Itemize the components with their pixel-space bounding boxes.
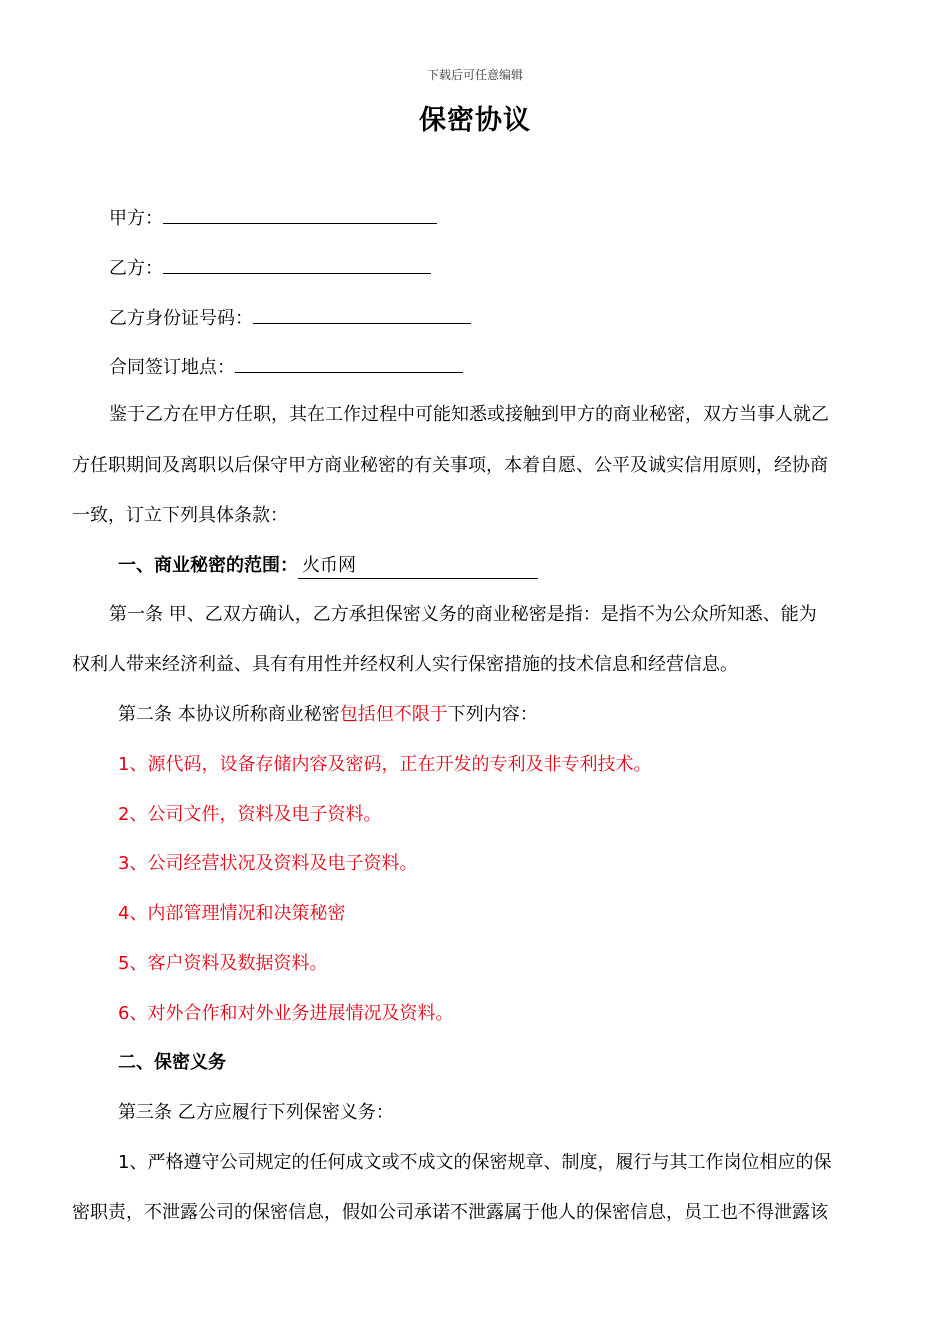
article-1-line-1: 第一条 甲、乙双方确认，乙方承担保密义务的商业秘密是指：是指不为公众所知悉、能为 <box>109 604 817 625</box>
id-number-field <box>109 304 471 331</box>
list-item: 5、客户资料及数据资料。 <box>118 953 328 974</box>
article-3-intro: 第三条 乙方应履行下列保密义务： <box>118 1102 394 1123</box>
preamble-line-3: 一致，订立下列具体条款： <box>72 505 288 526</box>
article-1-line-2: 权利人带来经济利益、具有有用性并经权利人实行保密措施的技术信息和经营信息。 <box>72 654 738 675</box>
list-item: 2、公司文件，资料及电子资料。 <box>118 804 382 825</box>
article-3-line-2: 密职责，不泄露公司的保密信息，假如公司承诺不泄露属于他人的保密信息，员工也不得泄露该 <box>72 1202 828 1223</box>
party-b-field <box>109 254 431 281</box>
section-1-heading-text: 一、商业秘密的范围： <box>118 555 298 576</box>
preamble-line-2: 方任职期间及离职以后保守甲方商业秘密的有关事项，本着自愿、公平及诚实信用原则，经协商 <box>72 455 828 476</box>
list-item: 1、源代码，设备存储内容及密码，正在开发的专利及非专利技术。 <box>118 754 652 775</box>
section-2-heading: 二、保密义务 <box>118 1052 226 1073</box>
id-number-blank <box>253 304 471 324</box>
signing-place-label: 合同签订地点： <box>109 357 235 378</box>
party-a-blank <box>163 204 437 224</box>
party-a-field <box>109 204 437 231</box>
id-number-label: 乙方身份证号码： <box>109 308 253 329</box>
party-a-label: 甲方： <box>109 208 163 229</box>
article-2 <box>118 703 538 727</box>
article-3-line-1: 1、严格遵守公司规定的任何成文或不成文的保密规章、制度，履行与其工作岗位相应的保 <box>118 1152 832 1173</box>
list-item: 6、对外合作和对外业务进展情况及资料。 <box>118 1003 454 1024</box>
scope-value: 火币网 <box>298 554 538 579</box>
document-title: 保密协议 <box>419 105 531 136</box>
signing-place-blank <box>235 353 463 373</box>
article-2-highlight: 包括但不限于 <box>339 704 448 725</box>
list-item: 3、公司经营状况及资料及电子资料。 <box>118 853 418 874</box>
header-note: 下载后可任意编辑 <box>426 68 523 82</box>
article-2-prefix: 第二条 本协议所称商业秘密 <box>118 704 340 725</box>
party-b-blank <box>163 254 431 274</box>
list-item: 4、内部管理情况和决策秘密 <box>118 903 346 924</box>
party-b-label: 乙方： <box>109 258 163 279</box>
article-2-suffix: 下列内容： <box>447 704 538 725</box>
section-1-heading <box>118 554 538 579</box>
signing-place-field <box>109 353 463 380</box>
preamble-line-1: 鉴于乙方在甲方任职，其在工作过程中可能知悉或接触到甲方的商业秘密，双方当事人就乙 <box>109 404 829 425</box>
